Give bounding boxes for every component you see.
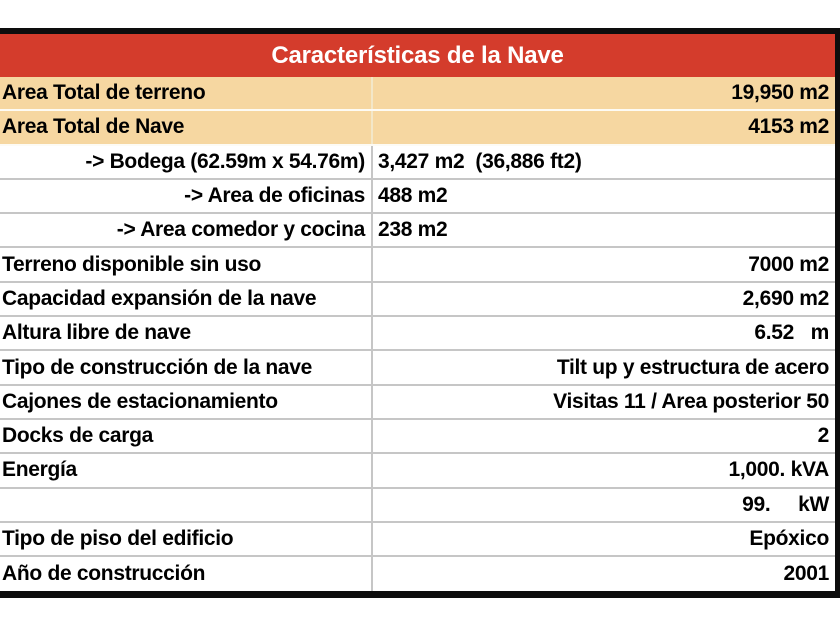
row-label: Area Total de terreno <box>0 77 373 109</box>
row-value: 4153 m2 <box>748 115 829 139</box>
table-row <box>0 248 835 282</box>
table-header <box>0 34 835 77</box>
row-value: 6.52 m <box>754 321 829 345</box>
table-row <box>0 454 835 488</box>
row-value: 488 m2 <box>378 184 448 208</box>
row-label: Cajones de estacionamiento <box>0 386 373 418</box>
row-value: 1,000. kVA <box>728 458 829 482</box>
table-row <box>0 180 835 214</box>
table-row <box>0 523 835 557</box>
row-label: Docks de carga <box>0 420 373 452</box>
row-label: Terreno disponible sin uso <box>0 248 373 280</box>
row-value: 3,427 m2 (36,886 ft2) <box>378 149 582 173</box>
row-label: Capacidad expansión de la nave <box>0 283 373 315</box>
row-label: Area Total de Nave <box>0 111 373 143</box>
row-value: 2 <box>817 424 829 448</box>
table-row <box>0 146 835 180</box>
row-value: 238 m2 <box>378 218 448 242</box>
table-row <box>0 214 835 248</box>
row-label: Tipo de construcción de la nave <box>0 351 373 383</box>
table-row <box>0 420 835 454</box>
table-row <box>0 351 835 385</box>
row-label: -> Area de oficinas <box>0 180 373 212</box>
row-value: Epóxico <box>749 527 829 551</box>
row-label: -> Bodega (62.59m x 54.76m) <box>0 146 373 178</box>
table-row <box>0 317 835 351</box>
table-row <box>0 489 835 523</box>
row-label: Año de construcción <box>0 557 373 591</box>
row-label <box>0 489 373 521</box>
row-value: 19,950 m2 <box>731 81 829 105</box>
row-label: Tipo de piso del edificio <box>0 523 373 555</box>
row-label: Energía <box>0 454 373 486</box>
table-row <box>0 111 835 145</box>
characteristics-table <box>0 28 840 598</box>
table-row <box>0 283 835 317</box>
row-label: -> Area comedor y cocina <box>0 214 373 246</box>
row-label: Altura libre de nave <box>0 317 373 349</box>
page-title: Características de la Nave <box>271 41 564 69</box>
row-value: 2001 <box>783 562 829 586</box>
row-value: 2,690 m2 <box>742 286 829 310</box>
row-value: Tilt up y estructura de acero <box>556 355 829 379</box>
row-value: Visitas 11 / Area posterior 50 <box>553 389 829 413</box>
table-row <box>0 77 835 111</box>
row-value: 7000 m2 <box>748 252 829 276</box>
table-row <box>0 386 835 420</box>
row-value: 99. kW <box>742 492 829 516</box>
table-row <box>0 557 835 591</box>
